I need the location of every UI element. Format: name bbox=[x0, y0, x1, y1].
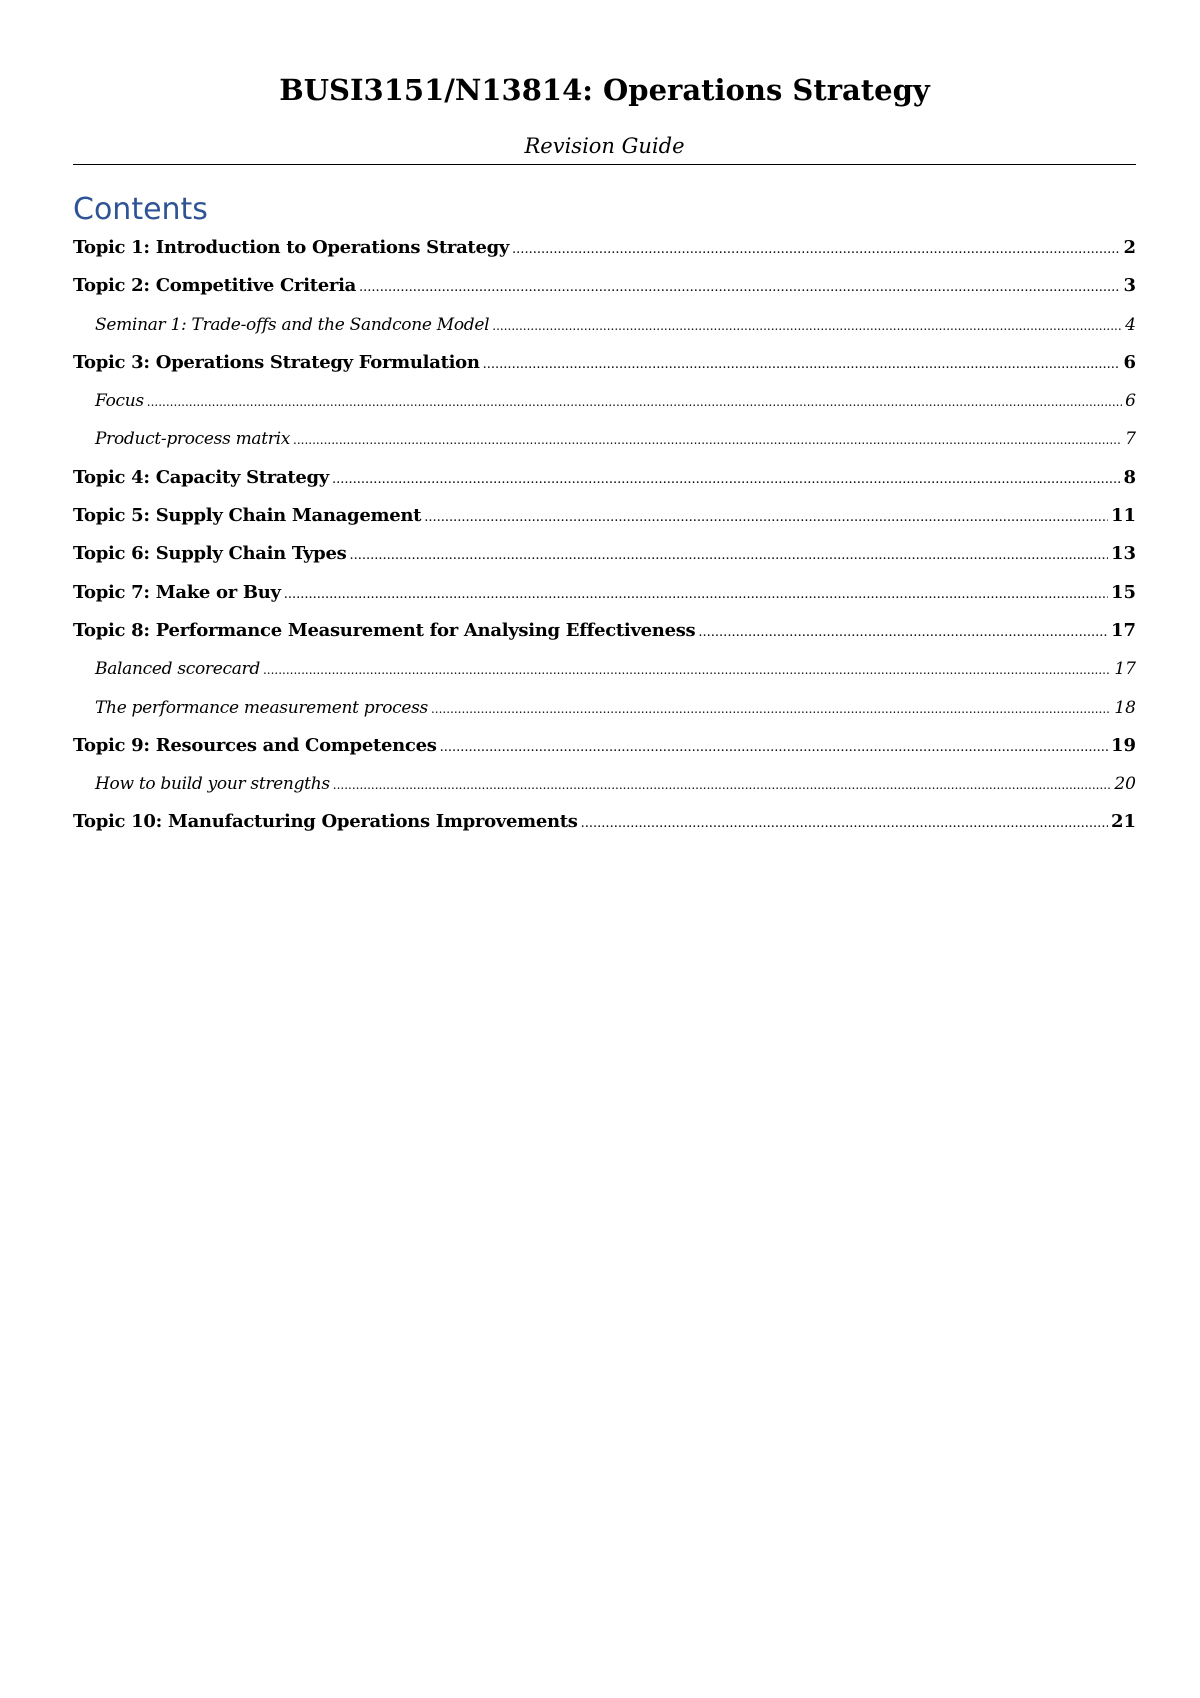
toc-entry-title: How to build your strengths bbox=[95, 774, 330, 795]
toc-dot-leader bbox=[492, 307, 1122, 345]
toc-entry-title: Balanced scorecard bbox=[95, 659, 260, 680]
toc-entry-title: Topic 1: Introduction to Operations Strategy bbox=[73, 237, 510, 258]
toc-entry[interactable] bbox=[73, 497, 1136, 535]
toc-entry[interactable] bbox=[73, 459, 1136, 497]
toc-entry[interactable] bbox=[73, 344, 1136, 382]
document-title: BUSI3151/N13814: Operations Strategy bbox=[279, 73, 930, 107]
toc-entry[interactable] bbox=[73, 535, 1136, 573]
toc-dot-leader bbox=[349, 537, 1107, 575]
toc-dot-leader bbox=[440, 729, 1108, 767]
toc-entry[interactable] bbox=[73, 689, 1136, 727]
toc-entry-page-number: 7 bbox=[1125, 429, 1136, 450]
toc-entry-page-number: 4 bbox=[1125, 314, 1136, 335]
toc-dot-leader bbox=[332, 461, 1120, 499]
toc-entry-title: Topic 8: Performance Measurement for Analysing Effectiveness bbox=[73, 619, 696, 641]
toc-entry-page-number: 17 bbox=[1114, 659, 1136, 680]
toc-entry-title: Topic 5: Supply Chain Management bbox=[73, 505, 422, 527]
toc-entry-page-number: 18 bbox=[1114, 697, 1136, 718]
toc-entry-page-number: 13 bbox=[1110, 543, 1136, 565]
toc-entry[interactable] bbox=[73, 765, 1136, 803]
toc-entry[interactable] bbox=[73, 803, 1136, 841]
toc-dot-leader bbox=[698, 614, 1108, 652]
toc-dot-leader bbox=[333, 766, 1112, 804]
title-divider bbox=[73, 164, 1136, 165]
toc-entry-page-number: 15 bbox=[1110, 581, 1136, 603]
toc-entry-page-number: 20 bbox=[1114, 774, 1136, 795]
toc-entry-title: Topic 10: Manufacturing Operations Improvements bbox=[73, 811, 578, 833]
toc-dot-leader bbox=[581, 805, 1108, 843]
toc-entry-page-number: 8 bbox=[1123, 466, 1136, 488]
toc-entry[interactable] bbox=[73, 306, 1136, 344]
toc-dot-leader bbox=[359, 269, 1120, 307]
toc-entry-page-number: 17 bbox=[1110, 619, 1136, 641]
toc-dot-leader bbox=[293, 421, 1122, 459]
toc-entry-title: Topic 7: Make or Buy bbox=[73, 581, 281, 603]
toc-entry-title: Focus bbox=[95, 391, 144, 412]
toc-entry-page-number: 21 bbox=[1110, 811, 1136, 833]
toc-entry[interactable] bbox=[73, 229, 1136, 267]
toc-dot-leader bbox=[263, 651, 1111, 689]
contents-heading: Contents bbox=[73, 192, 208, 227]
toc-entry-title: Topic 4: Capacity Strategy bbox=[73, 466, 329, 488]
toc-entry-page-number: 6 bbox=[1123, 351, 1136, 373]
toc-entry-title: Topic 9: Resources and Competences bbox=[73, 734, 437, 756]
toc-dot-leader bbox=[483, 346, 1121, 384]
document-subtitle: Revision Guide bbox=[524, 134, 685, 158]
toc-dot-leader bbox=[431, 690, 1111, 728]
toc-entry-page-number: 3 bbox=[1123, 275, 1136, 297]
toc-entry-title: Topic 3: Operations Strategy Formulation bbox=[73, 351, 480, 373]
toc-dot-leader bbox=[284, 576, 1108, 614]
toc-dot-leader bbox=[147, 383, 1122, 421]
toc-entry[interactable] bbox=[73, 650, 1136, 688]
toc-entry-title: Seminar 1: Trade-offs and the Sandcone Model bbox=[95, 314, 490, 335]
toc-entry-page-number: 19 bbox=[1110, 734, 1136, 756]
toc-dot-leader bbox=[512, 231, 1120, 269]
toc-entry-title: Topic 2: Competitive Criteria bbox=[73, 275, 357, 297]
toc-entry-page-number: 6 bbox=[1125, 391, 1136, 412]
toc-entry[interactable] bbox=[73, 612, 1136, 650]
toc-entry-page-number: 11 bbox=[1110, 505, 1136, 527]
toc-entry[interactable] bbox=[73, 267, 1136, 305]
toc-entry-title: Topic 6: Supply Chain Types bbox=[73, 543, 347, 565]
toc-entry-title: The performance measurement process bbox=[95, 697, 428, 718]
toc-entry[interactable] bbox=[73, 727, 1136, 765]
toc-entry[interactable] bbox=[73, 574, 1136, 612]
toc-entry-page-number: 2 bbox=[1123, 237, 1136, 258]
toc-entry-title: Product-process matrix bbox=[95, 429, 291, 450]
toc-entry[interactable] bbox=[73, 382, 1136, 420]
toc-dot-leader bbox=[424, 499, 1108, 537]
table-of-contents bbox=[73, 229, 1136, 842]
toc-entry[interactable] bbox=[73, 420, 1136, 458]
